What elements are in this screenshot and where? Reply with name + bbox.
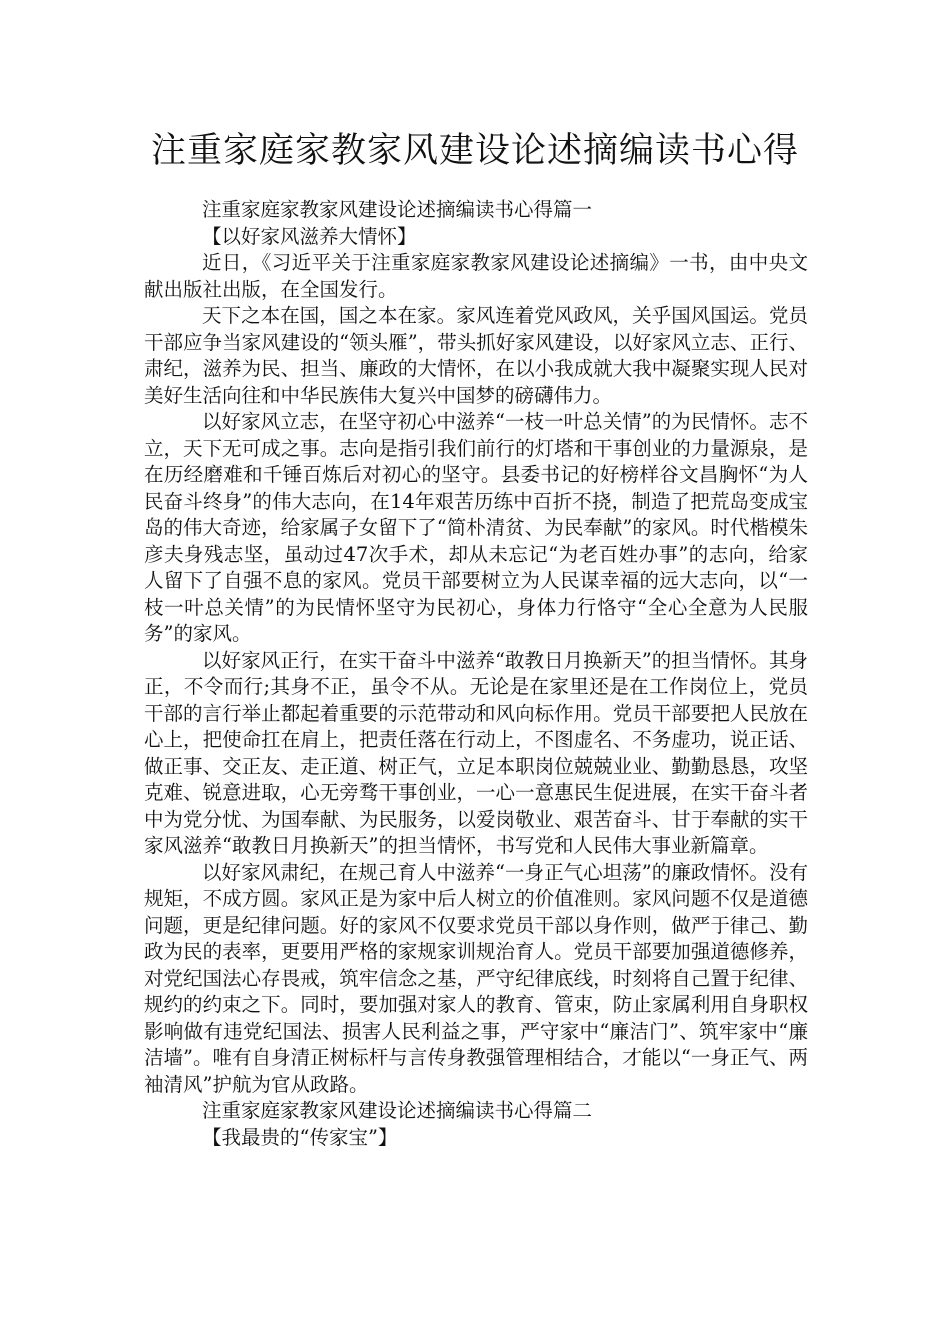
document-body — [144, 197, 808, 1151]
section-2-heading: 注重家庭家教家风建设论述摘编读书心得篇二 — [202, 1099, 593, 1122]
paragraph: 以好家风立志，在坚守初心中滋养“一枝一叶总关情”的为民情怀。志不立，天下无可成之事。志向是指引我们前行的灯塔和干事创业的力量源泉，是在历经磨难和千锤百炼后对初心的坚守。县委书记的好榜样谷文昌胸怀“为人民奋斗终身”的伟大志向，在14年艰苦历练中百折不挠，制造了把荒岛变成宝岛的伟大奇迹，给家属子女留下了“简朴清贫、为民奉献”的家风。时代楷模朱彦夫身残志坚，虽动过47次手术，却从未忘记“为老百姓办事”的志向，给家人留下了自强不息的家风。党员干部要树立为人民谋幸福的远大志向，以“一枝一叶总关情”的为民情怀坚守为民初心，身体力行恪守“全心全意为人民服务”的家风。 — [144, 410, 808, 645]
document-title: 注重家庭家教家风建设论述摘编读书心得 — [150, 131, 799, 171]
paragraph: 以好家风正行，在实干奋斗中滋养“敢教日月换新天”的担当情怀。其身正，不令而行;其身不正，虽令不从。无论是在家里还是在工作岗位上，党员干部的言行举止都起着重要的示范带动和风向标作用。党员干部要把人民放在心上，把使命扛在肩上，把责任落在行动上，不图虚名、不务虚功，说正话、做正事、交正友、走正道、树正气，立足本职岗位兢兢业业、勤勤恳恳，攻坚克难、锐意进取，心无旁骛干事创业，一心一意惠民生促进展，在实干奋斗者中为党分忧、为国奉献、为民服务，以爱岗敬业、艰苦奋斗、甘于奉献的实干家风滋养“敢教日月换新天”的担当情怀，书写党和人民伟大事业新篇章。 — [144, 648, 808, 857]
paragraph: 以好家风肃纪，在规己育人中滋养“一身正气心坦荡”的廉政情怀。没有规矩，不成方圆。家风正是为家中后人树立的价值准则。家风问题不仅是道德问题，更是纪律问题。好的家风不仅要求党员干部以身作则，做严于律己、勤政为民的表率，更要用严格的家规家训规治育人。党员干部要加强道德修养，对党纪国法心存畏戒，筑牢信念之基，严守纪律底线，时刻将自己置于纪律、规约的约束之下。同时，要加强对家人的教育、管束，防止家属利用自身职权影响做有违党纪国法、损害人民利益之事，严守家中“廉洁门”、筑牢家中“廉洁墙”。唯有自身清正树标杆与言传身教强管理相结合，才能以“一身正气、两袖清风”护航为官从政路。 — [144, 860, 808, 1096]
paragraph: 近日，《习近平关于注重家庭家教家风建设论述摘编》一书，由中央文献出版社出版，在全国发行。 — [144, 251, 808, 301]
section-1-heading: 注重家庭家教家风建设论述摘编读书心得篇一 — [202, 198, 593, 221]
section-1-subheading: 【以好家风滋养大情怀】 — [202, 224, 417, 248]
section-2-subheading: 【我最贵的“传家宝”】 — [202, 1125, 398, 1149]
paragraph: 天下之本在国，国之本在家。家风连着党风政风，关乎国风国运。党员干部应争当家风建设的“领头雁”，带头抓好家风建设，以好家风立志、正行、肃纪，滋养为民、担当、廉政的大情怀，在以小我成就大我中凝聚实现人民对美好生活向往和中华民族伟大复兴中国梦的磅礴伟力。 — [144, 304, 808, 407]
